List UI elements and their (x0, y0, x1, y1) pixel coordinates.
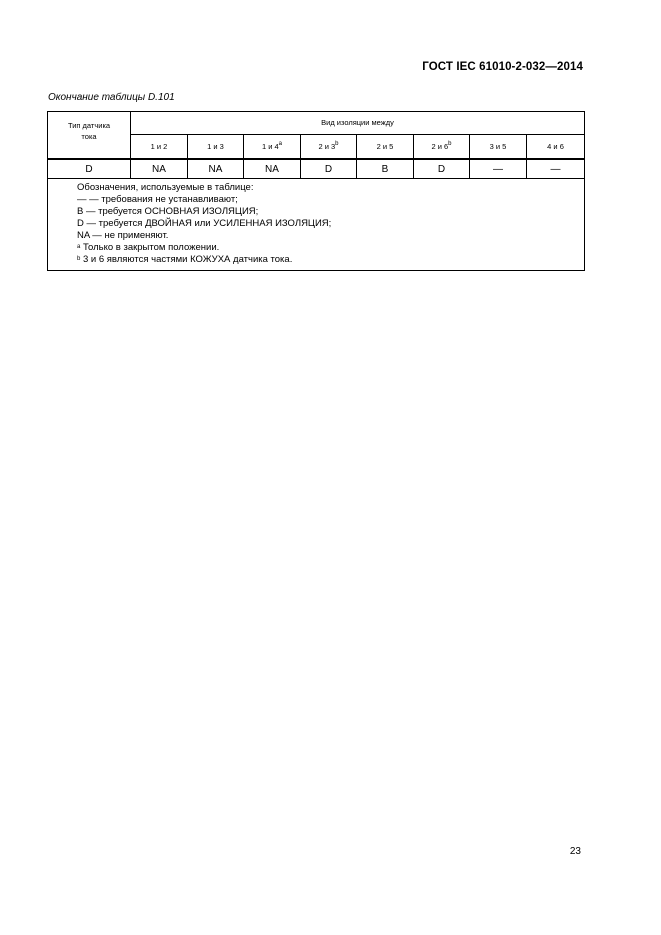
header-sensor-type (48, 112, 131, 160)
cell-value: — (470, 159, 527, 179)
header-col-1-2: 1 и 2 (131, 134, 188, 159)
header-col-4-6: 4 и 6 (527, 134, 585, 159)
document-standard-header: ГОСТ IEC 61010-2-032—2014 (422, 61, 583, 73)
cell-value: NA (131, 159, 188, 179)
cell-value: NA (244, 159, 301, 179)
note-line: B — требуется ОСНОВНАЯ ИЗОЛЯЦИЯ; (77, 206, 259, 217)
header-col-1-4: 1 и 4$^a$ (244, 134, 301, 159)
header-insulation-group: Вид изоляции между (131, 112, 585, 135)
footnote-a: $^a$ Только в закрытом положении. (77, 242, 220, 253)
footnote-b: $^b$ 3 и 6 являются частями КОЖУХА датчика тока. (77, 254, 293, 265)
cell-value: B (357, 159, 414, 179)
cell-sensor-type: D (48, 159, 131, 179)
insulation-table (47, 111, 585, 271)
header-sensor-type-line2: тока (81, 132, 97, 141)
table-caption: Окончание таблицы D.101 (48, 92, 175, 103)
table-notes (48, 179, 585, 271)
header-col-2-3: 2 и 3$^b$ (301, 134, 357, 159)
header-sensor-type-line1: Тип датчика (67, 121, 111, 130)
note-line: NA — не применяют. (77, 230, 169, 241)
header-col-3-5: 3 и 5 (470, 134, 527, 159)
cell-value: — (527, 159, 585, 179)
cell-value: D (301, 159, 357, 179)
notes-intro: Обозначения, используемые в таблице: (77, 182, 254, 193)
header-col-2-6: 2 и 6$^b$ (414, 134, 470, 159)
header-col-1-3: 1 и 3 (188, 134, 244, 159)
note-line: — — требования не устанавливают; (77, 194, 238, 205)
cell-value: NA (188, 159, 244, 179)
header-col-2-5: 2 и 5 (357, 134, 414, 159)
table-row (48, 159, 585, 179)
cell-value: D (414, 159, 470, 179)
note-line: D — требуется ДВОЙНАЯ или УСИЛЕННАЯ ИЗОЛЯЦИЯ; (77, 218, 332, 229)
page-number: 23 (569, 846, 581, 857)
